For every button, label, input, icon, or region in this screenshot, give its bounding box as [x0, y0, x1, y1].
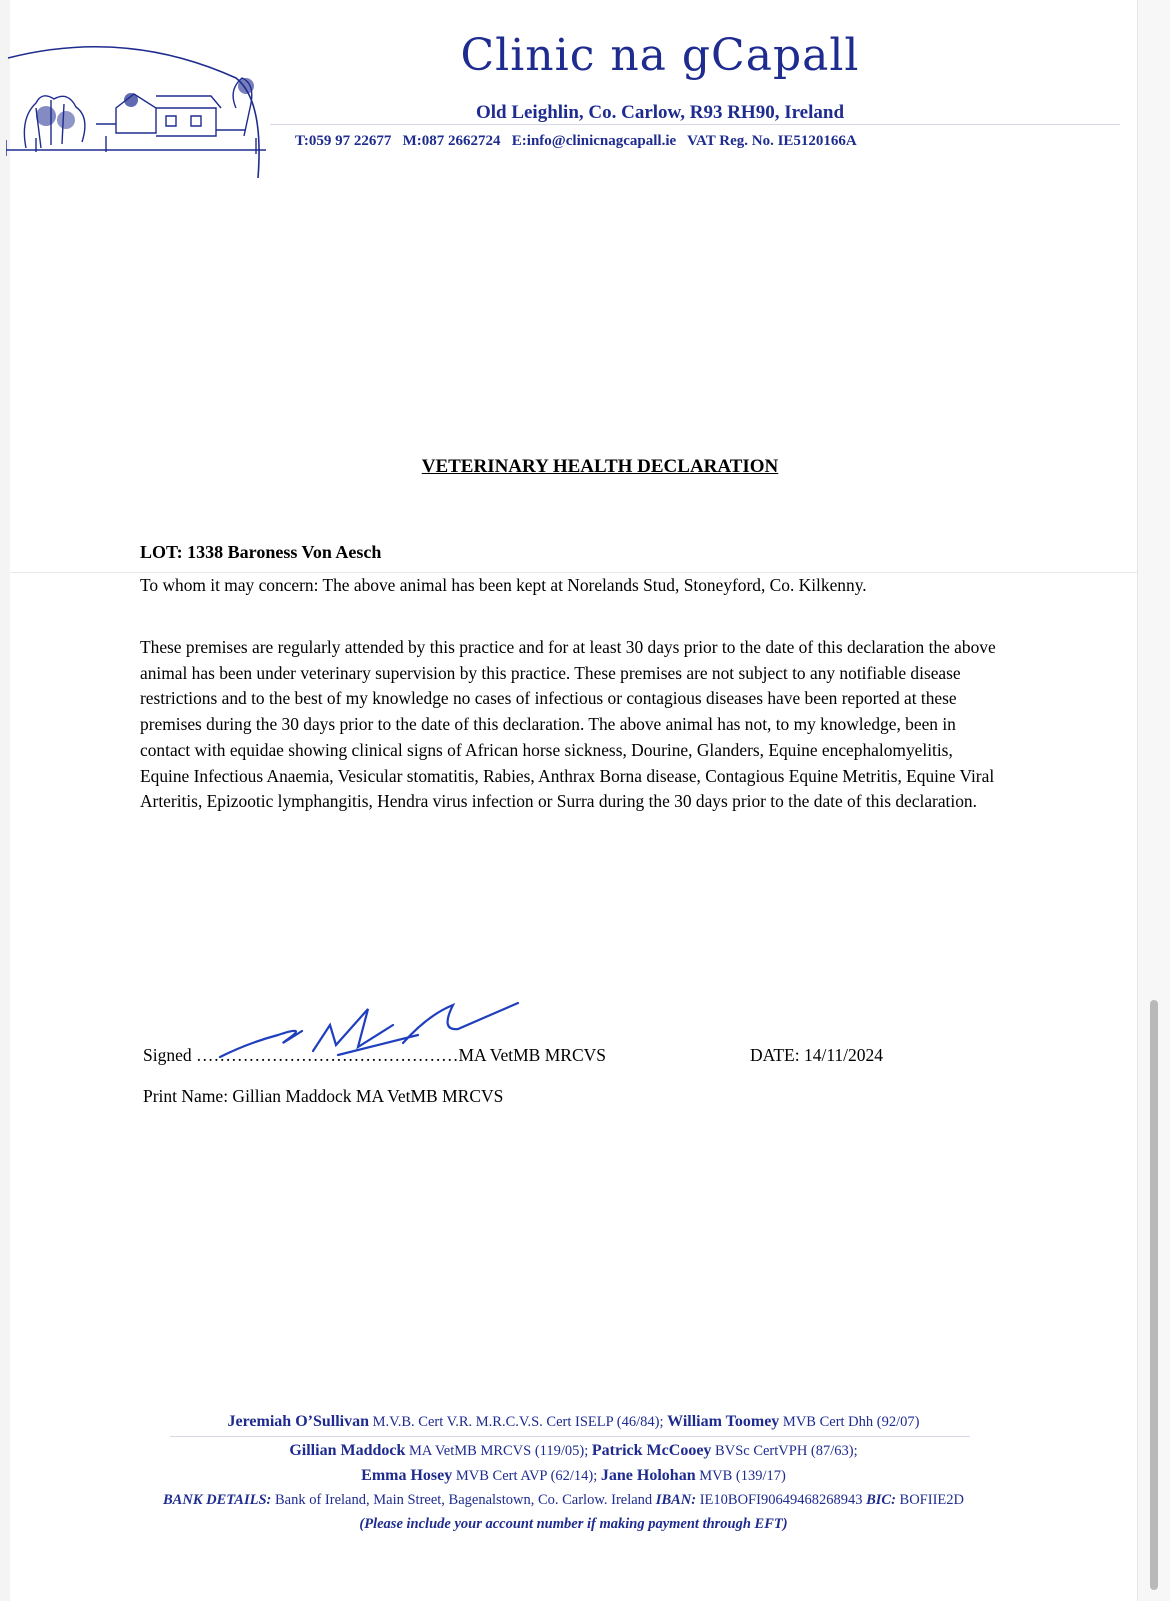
bic-label: BIC:	[866, 1492, 896, 1508]
print-name: Print Name: Gillian Maddock MA VetMB MRCVS	[143, 1086, 504, 1106]
clinic-name: Clinic na gCapall	[460, 30, 860, 81]
letterhead-divider	[270, 124, 1120, 125]
vet-quals: MVB Cert Dhh (92/07)	[779, 1414, 920, 1430]
handwritten-signature	[218, 995, 538, 1065]
vet-quals: BVSc CertVPH (87/63);	[711, 1443, 858, 1459]
vet-name: Gillian Maddock	[289, 1442, 406, 1459]
paragraph-premises: To whom it may concern: The above animal has been kept at Norelands Stud, Stoneyford, Co. Kilkenny.	[140, 575, 867, 595]
footer-vets-line-3	[0, 1467, 1137, 1485]
document-title: VETERINARY HEALTH DECLARATION	[421, 456, 779, 477]
bic-value: BOFIIE2D	[895, 1492, 964, 1508]
vet-name: Emma Hosey	[361, 1467, 453, 1484]
vet-name: William Toomey	[667, 1413, 780, 1430]
vet-name: Jeremiah O’Sullivan	[227, 1413, 370, 1430]
payment-note: (Please include your account number if making payment through EFT)	[359, 1516, 788, 1532]
footer-vets-line-2	[0, 1442, 1137, 1460]
vet-name: Jane Holohan	[600, 1467, 696, 1484]
vet-quals: MVB Cert AVP (62/14);	[452, 1468, 601, 1484]
vet-quals: MVB (139/17)	[695, 1468, 786, 1484]
vet-quals: MA VetMB MRCVS (119/05);	[405, 1443, 592, 1459]
bank-value: Bank of Ireland, Main Street, Bagenalstown, Co. Carlow. Ireland	[271, 1492, 656, 1508]
vet-name: Patrick McCooey	[591, 1442, 712, 1459]
footer-vets-line-1	[0, 1413, 1137, 1431]
footer-bank-details	[0, 1492, 1127, 1509]
lot-heading: LOT: 1338 Baroness Von Aesch	[140, 542, 382, 562]
paragraph-declaration: These premises are regularly attended by this practice and for at least 30 days prior to the date of this declaration the above animal has been under veterinary supervision by this practice. These premises are not subject to any notifiable disease restrictions and to the best of my knowledge no cases of infectious or contagious diseases have been reported at these premises during the 30 days prior to the date of this declaration. The above animal has not, to my knowledge, been in contact with equidae showing clinical signs of African horse sickness, Dourine, Glanders, Equine encephalomyelitis, Equine Infectious Anaemia, Vesicular stomatitis, Rabies, Anthrax Borna disease, Contagious Equine Metritis, Equine Viral Arteritis, Epizootic lymphangitis, Hendra virus infection or Surra during the 30 days prior to the date of this declaration.	[140, 637, 996, 812]
vet-quals: M.V.B. Cert V.R. M.R.C.V.S. Cert ISELP (46/84);	[369, 1414, 668, 1430]
declaration-date: DATE: 14/11/2024	[750, 1045, 884, 1065]
footer-divider	[170, 1436, 970, 1437]
clinic-address: Old Leighlin, Co. Carlow, R93 RH90, Ireland	[475, 102, 845, 123]
bank-label: BANK DETAILS:	[163, 1492, 272, 1508]
iban-label: IBAN:	[655, 1492, 697, 1508]
signed-line: Signed ………………………………………MA VetMB MRCVS	[143, 1045, 606, 1065]
clinic-contact-details: T:059 97 22677 M:087 2662724 E:info@clinicnagcapall.ie VAT Reg. No. IE5120166A	[295, 133, 857, 149]
iban-value: IE10BOFI90649468268943	[696, 1492, 867, 1508]
scrollbar-thumb[interactable]	[1150, 1000, 1158, 1590]
